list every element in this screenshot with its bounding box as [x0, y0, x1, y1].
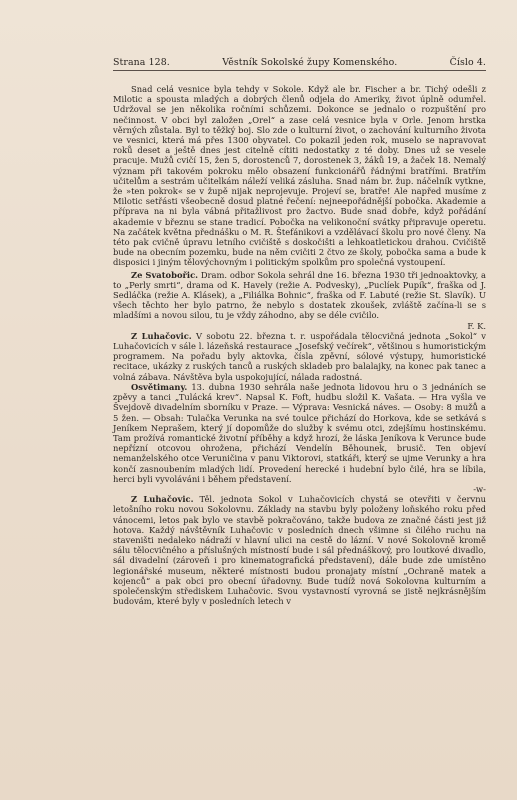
- paragraph-text: Dram. odbor Sokola sehrál dne 16. března 1930 tři jednoaktovky, a to „Perly smrti“, drama od K. Havely (režie A. Podvesky), „Puclíek Pupík“, fraška od J. Sedláčka (režie A. Klásek), a „Filiálka Bohnic“, fraška od F. Labuté (režie St. Slavík). U všech těchto her bylo patrno, že nebylo s dostatek zkoušek, zvláště začína-li se s mladšími a novou silou, tu je vždy záhodno, aby se déle cvičilo.: [113, 269, 486, 321]
- header-rule: [113, 70, 486, 71]
- journal-title: Věstník Sokolské župy Komenského.: [222, 57, 398, 68]
- paragraph-luhacovice-2: [113, 494, 486, 606]
- signature: -w-: [473, 483, 486, 494]
- paragraph-lead: Ze Svatobořic.: [131, 269, 199, 280]
- article-body: [113, 84, 486, 606]
- paragraph-lead: Z Luhačovic.: [131, 330, 192, 341]
- paragraph-text: V sobotu 22. března t. r. uspořádala tělocvičná jednota „Sokol“ v Luhačovicích v sále l. lázeňská restaurace „Josefský večírek“, většinou s humoristickým programem. Na pořadu byly aktovka, čísla zpěvní, sólové výstupy, humoristické recitace, ukázky z ruských tanců a ruských skladeb pro balalajky, na konec pak tanec a volná zábava. Návštěva byla uspokojující, nálada radostná.: [113, 330, 486, 382]
- paragraph-lead: Osvětimany.: [131, 381, 188, 392]
- paragraph-text: 13. dubna 1930 sehrála naše jednota lidovou hru o 3 jednáních se zpěvy a tanci „Tulácká krev“. Napsal K. Foft, hudbu složil K. Vašata. — Hra vyšla ve Švejdově divadelním sborníku v Praze. — Výprava: Vesnická náves. — Osoby: 8 mužů a 5 žen. — Obsah: Tulačka Verunka na své toulce přichází do Horkova, kde se setkává s Jeníkem Neprašem, který jí dopomůže do služby k svému otci, zdejšímu hostinskému. Tam prožívá romantické životní příběhy a když hrozí, že láska Jeníkova k Verunce bude nepřízní otcovou ohrožena, přichází Vendelín Běhounek, brusič. Ten objeví nemanželského otce Veruničina v panu Viktorovi, statkáři, který se ujme Verunky a hra končí zasnoubením mladých lidí. Provedení herecké i hudební bylo čilé, hra se líbila, herci byli vyvoláváni i během představení.: [113, 381, 486, 484]
- paragraph-luhacovice-1: [113, 331, 486, 382]
- page-header: [113, 57, 486, 68]
- paragraph-svatoborice: [113, 270, 486, 321]
- paragraph-lead: Z Luhačovic.: [131, 494, 194, 505]
- paragraph-milotice: Snad celá vesnice byla tehdy v Sokole. Když ale br. Fischer a br. Tichý odešli z Milotic a spousta mladých a dobrých členů odjela do Ameriky, život úplně odumřel. Udržoval se jen několika ročními schůzemi. Dokonce se jednalo o rozpuštění pro nečinnost. V obci byl založen „Orel“ a zase celá vesnice byla v Orle. Jenom hrstka věrných zůstala. Byl to těžký boj. Slo zde o kulturní život, o zachování kulturního života ve vesnici, která má přes 1300 obyvatel. Co pokazil jeden rok, muselo se napravovat roků deset a ještě dnes jest citelně cítiti nedostatky z té doby. Dnes už se vesele pracuje. Mužů cvičí 15, žen 5, dorostenců 7, dorostenek 3, žáků 19, a žaček 18. Nemalý význam při takovém pokroku mělo obsazení funkcionářů řádnými bratřími. Bratřím učitelům a sestrám učitelkám náleží veliká zásluha. Snad nám br. žup. náčelník vytkne, že »ten pokrok« se v župě nijak neprojevuje. Projeví se, bratře! Ale napřed musíme z Milotic setřásti všeobecně dosud platné řečení: nejneepořádnější pobočka. Akademie a příprava na ni byla vábná přitažlivost pro žactvo. Bude snad dobře, když pořádání akademie v březnu se stane tradicí. Pobočka na velikonoční svátky připravuje operetu. Na začátek května přednášku o M. R. Štefánikovi a vzdělávací školu pro nové členy. Na této pak cvičně úpravu letního cvičiště s doskočišti a lehkoatletickou drahou. Cvičiště bude na obecním pozemku, bude na něm cvičiti 2 čtvo ze školy, pobočka sama a bude k disposici i jiným tělovýchovným i politickým spolkům pro společná vystoupení.: [113, 84, 486, 268]
- issue-number: Číslo 4.: [449, 57, 486, 68]
- paragraph-text: Těl. jednota Sokol v Luhačovicích chystá se otevřiti v červnu letošního roku novou Sokolovnu. Základy na stavbu byly položeny loňského roku před vánocemi, letos pak bylo ve stavbě pokračováno, takže budova ze značné části jest již hotova. Každý návštěvník Luhačovic v posledních dnech všimne si čilého ruchu na staveništi nedaleko nádraží v hlavní ulici na cestě do lázní. V nové Sokolovně kromě sálu tělocvičného a příslušných místností bude i sál přednáškový, pro loutkové divadlo, sál divadelní (zároveň i pro kinematografická představení), dále bude zde umístěno legionářské museum, některé místnosti budou pronajaty místní „Ochraně matek a kojenců“ a pak obci pro obecní úřadovny. Bude tudíž nová Sokolovna kulturním a společenským střediskem Luhačovic. Svou vystavností vyrovná se jistě nejkrásnějším budovám, které byly v posledních letech v: [113, 494, 486, 607]
- paragraph-osvetimany: [113, 382, 486, 484]
- signature: F. K.: [467, 320, 486, 331]
- page-number: Strana 128.: [113, 57, 170, 68]
